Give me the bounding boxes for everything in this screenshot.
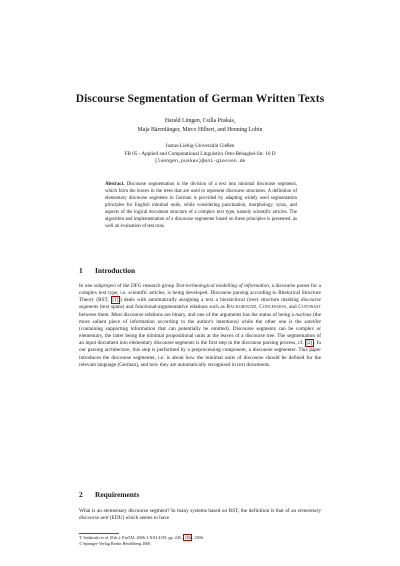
text-run: ) deals with automatically assigning a text a hierarchical (tree) structure marking (119, 297, 301, 304)
text-run: (text spans) and functional-argumentative relations such as (98, 304, 227, 311)
text-run: In one subproject of the DFG research group (79, 283, 176, 289)
relation-name: Contrast (298, 304, 321, 311)
text-run: (EDU) which seems to have (108, 515, 170, 522)
requirements-paragraph (79, 508, 321, 522)
section-number: 1 (79, 266, 83, 275)
emphasis: satellite (304, 318, 321, 325)
section-heading-requirements (79, 490, 139, 499)
abstract (105, 182, 297, 231)
affiliation (0, 143, 400, 166)
citation-link[interactable]: [1] (112, 297, 119, 304)
introduction-body (79, 283, 321, 369)
affiliation-department: FB 05 - Applied and Computational Linguistics Otto-Behaghel-Str. 10 D (124, 150, 276, 157)
section-heading-introduction (79, 266, 135, 275)
abstract-text: Discourse segmentation is the division of a text into minimal discourse segments, which form the leaves in the trees that are used to represent discourse structures. A definition of elementary discourse segments in German is provided by adapting widely used segmentation principles for English minimal units, while considering punctuation, morphology, sytax, and aspects of the logical document structure of a complex text type, namely scientific articles. The algorithm and implementation of a discourse segmenter based on these principles is presented, as well an evaluation of test runs. (105, 182, 297, 229)
author-list (0, 117, 400, 134)
footer-rule (79, 533, 119, 534)
section-number: 2 (79, 490, 83, 499)
emphasis: nucleus (295, 311, 312, 318)
text-run: (the more salient piece of information according to the author's intentions) while the other one is the (79, 311, 321, 325)
section-title: Requirements (95, 490, 140, 499)
authors-line-1: Harald Lüngen, Csilla Puskás, (164, 118, 236, 124)
abstract-label: Abstract. (105, 182, 125, 187)
text-run: What is an elementary discourse segment? In many systems based on RST, the definition is that of an (79, 508, 298, 514)
text-run: between them. Most discourse relations are binary, and one of the arguments has the status of being a (79, 311, 296, 318)
page-link[interactable]: 256 (184, 535, 191, 540)
text-run: , and (286, 304, 299, 311)
text-run: , 2006. (192, 535, 204, 540)
text-run: . In our parsing architecture, this step is performed by a preprocessing component, a discourse segmenter. This paper introduces the discourse segmenter, i.e. is about how the minimal units of discourse should be defined for the relevant language (German), and how they are automatically recognised in text documents. (79, 340, 322, 368)
introduction-paragraph (79, 283, 321, 369)
text-run: (containing supporting information that can potentially be omitted). Discourse segments can be complex or elementary, the latter being the minimal propositional units at the leaves of a discourse tree. The segmentation of an input document into elementary discourse segments is the first step in the discourse parsing process, cf. (79, 325, 321, 347)
text-run: , a discourse parser for a complex text type, i.e. scientific articles, is being developed. Discourse parsing according to Rhetorical Structure Theory (RST, (79, 283, 321, 304)
emphasis: discourse segments (79, 297, 322, 311)
paper-title: Discourse Segmentation of German Written Texts (75, 93, 325, 105)
emphasis: elementary discourse unit (79, 508, 321, 522)
footer-copyright: © Springer-Verlag Berlin Heidelberg 2006 (79, 540, 151, 546)
author-email: {luengen,puskas}@uni-giessen.de (154, 159, 246, 165)
text-run: , (256, 304, 260, 311)
citation-link[interactable]: [2] (306, 340, 313, 347)
publication-footer (79, 535, 321, 546)
authors-line-2: Maja Bärenfänger, Mirco Hilbert, and Henning Lobin (137, 126, 263, 133)
text-run: T. Salakoski et al. (Eds.): FinTAL 2006, LNAI 4139, pp. 245– (79, 535, 184, 540)
requirements-body (79, 508, 321, 522)
relation-name: Concession (259, 304, 287, 311)
section-title: Introduction (95, 266, 136, 275)
relation-name: Background (226, 304, 257, 311)
emphasis: Text-technological modelling of information (175, 283, 269, 289)
affiliation-university: Justus-Liebig-Universität Gießen (165, 143, 235, 149)
